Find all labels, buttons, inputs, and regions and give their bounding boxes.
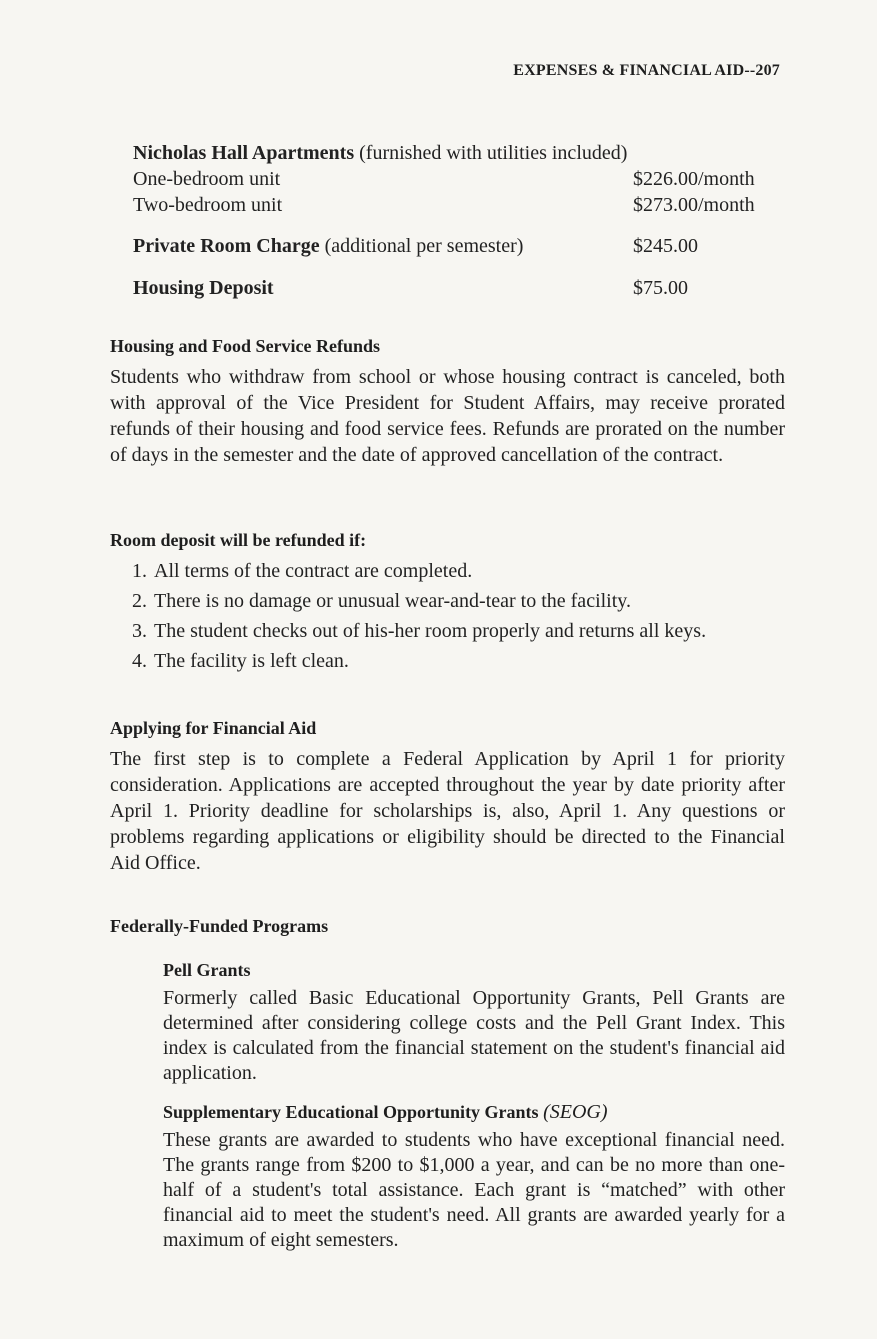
seog-heading: [163, 1100, 785, 1124]
deposit-refund-section: [110, 528, 785, 678]
private-room-title: Private Room Charge: [133, 235, 320, 257]
private-room-price: $245.00: [633, 235, 698, 257]
seog-title: Supplementary Educational Opportunity Grants: [163, 1102, 539, 1122]
unit-row-one-bedroom: [133, 166, 773, 192]
deposit-refund-heading: Room deposit will be refunded if:: [110, 530, 367, 550]
seog-text: These grants are awarded to students who have exceptional financial need. The grants range from $200 to $1,000 a year, and can be no more than one-half of a student's total assistance. Each grant is “matched” with other financial aid to meet the student's need. All grants are awarded yearly for a maximum of eight semesters.: [163, 1129, 785, 1251]
refunds-section: [110, 334, 785, 468]
housing-deposit-row: [133, 275, 773, 301]
unit-price: $226.00/month: [633, 168, 755, 190]
seog-section: [163, 1100, 785, 1253]
applying-text: The first step is to complete a Federal Application by April 1 for priority consideration. Applications are accepted throughout the year by date priority after April 1. Priority deadline for scholarships is, also, April 1. Any questions or problems regarding applications or eligibility should be directed to the Financial Aid Office.: [110, 748, 785, 874]
list-item-number: 4.: [132, 650, 147, 672]
deposit-refund-list: [110, 558, 785, 674]
applying-heading: Applying for Financial Aid: [110, 718, 317, 738]
nicholas-hall-note: (furnished with utilities included): [354, 142, 628, 164]
list-item-number: 2.: [132, 590, 147, 612]
page-header: EXPENSES & FINANCIAL AID--207: [513, 62, 780, 79]
seog-abbreviation: (SEOG): [543, 1101, 608, 1123]
pell-grants-heading: Pell Grants: [163, 960, 251, 980]
housing-deposit-price: $75.00: [633, 277, 688, 299]
refunds-heading: Housing and Food Service Refunds: [110, 336, 381, 356]
list-item: [132, 588, 785, 614]
list-item-number: 1.: [132, 560, 147, 582]
list-item-number: 3.: [132, 620, 147, 642]
unit-label: One-bedroom unit: [133, 168, 281, 190]
list-item-text: There is no damage or unusual wear-and-tear to the facility.: [154, 590, 631, 612]
nicholas-hall-title: Nicholas Hall Apartments: [133, 142, 355, 164]
federal-programs-heading: Federally-Funded Programs: [110, 916, 329, 936]
federal-programs-section: [110, 914, 785, 938]
pell-grants-text: Formerly called Basic Educational Opportunity Grants, Pell Grants are determined after considering college costs and the Pell Grant Index. This index is calculated from the financial statement on the student's financial aid application.: [163, 987, 785, 1084]
list-item-text: The student checks out of his-her room properly and returns all keys.: [154, 620, 707, 642]
refunds-text: Students who withdraw from school or whose housing contract is canceled, both with approval of the Vice President for Student Affairs, may receive prorated refunds of their housing and food service fees. Refunds are prorated on the number of days in the semester and the date of approved cancellation of the contract.: [110, 366, 785, 466]
private-room-row: [133, 233, 773, 259]
list-item: [132, 618, 785, 644]
private-room-note: (additional per semester): [319, 235, 524, 257]
nicholas-hall-heading: [133, 140, 773, 166]
unit-row-two-bedroom: [133, 192, 773, 218]
housing-deposit-title: Housing Deposit: [133, 277, 274, 299]
unit-label: Two-bedroom unit: [133, 194, 283, 216]
list-item: [132, 558, 785, 584]
list-item-text: All terms of the contract are completed.: [154, 560, 473, 582]
pell-grants-section: [163, 958, 785, 1086]
unit-price: $273.00/month: [633, 194, 755, 216]
list-item: [132, 648, 785, 674]
applying-section: [110, 716, 785, 876]
list-item-text: The facility is left clean.: [154, 650, 349, 672]
housing-rates: [133, 140, 773, 301]
